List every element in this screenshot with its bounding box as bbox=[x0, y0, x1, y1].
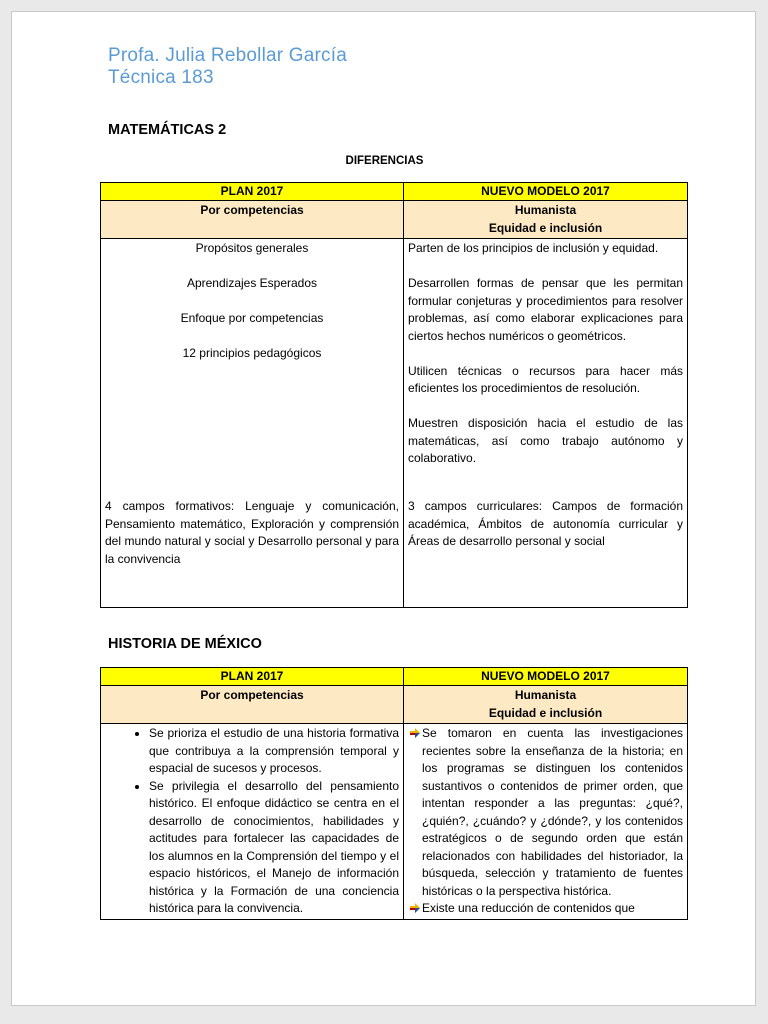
math-col2-sub-line2: Equidad e inclusión bbox=[488, 220, 603, 235]
historia-left-cell bbox=[101, 724, 404, 920]
math-right-campos: 3 campos curriculares: Campos de formación académica, Ámbitos de autonomía curricular y Áreas de desarrollo personal y social bbox=[408, 499, 683, 548]
math-col2-sub bbox=[404, 201, 688, 239]
math-right-paras bbox=[408, 240, 683, 468]
author-heading bbox=[108, 45, 347, 89]
arrow-bullet-icon bbox=[410, 728, 420, 738]
math-left-campos: 4 campos formativos: Lenguaje y comunicación, Pensamiento matemático, Exploración y comprensión del mundo natural y social y Desarrollo personal y para la convivencia bbox=[105, 499, 399, 566]
list-item-text: Existe una reducción de contenidos que bbox=[422, 901, 635, 915]
historia-col2-header: NUEVO MODELO 2017 bbox=[404, 668, 688, 686]
right-para: Muestren disposición hacia el estudio de las matemáticas, así como trabajo autónomo y colaborativo. bbox=[408, 416, 683, 465]
right-para: Desarrollen formas de pensar que les permitan formular conjeturas y procedimientos para resolver problemas, así como elaborar explicaciones para ciertos hechos numéricos o geométricos. bbox=[408, 276, 683, 343]
math-subheader-row bbox=[101, 201, 688, 239]
historia-col2-sub bbox=[404, 686, 688, 724]
math-col1-sub: Por competencias bbox=[101, 201, 404, 239]
historia-col1-sub: Por competencias bbox=[101, 686, 404, 724]
math-col2-sub-line1: Humanista bbox=[514, 203, 577, 217]
historia-section-title: HISTORIA DE MÉXICO bbox=[108, 636, 262, 652]
historia-col2-sub-line1: Humanista bbox=[514, 688, 577, 702]
historia-col1-header: PLAN 2017 bbox=[101, 668, 404, 686]
math-col2-header: NUEVO MODELO 2017 bbox=[404, 183, 688, 201]
math-content-row bbox=[101, 239, 688, 608]
historia-col2-sub-line2: Equidad e inclusión bbox=[488, 705, 603, 720]
list-item-text: Se tomaron en cuenta las investigaciones recientes sobre la enseñanza de la historia; en los programas se distinguen los contenidos sustantivos o contenidos de primer orden, que intentan responder a las preguntas: ¿qué?, ¿quién?, ¿cuándo? y ¿dónde?, y los contenidos estratégicos o de segundo orden que están relacionados con habilidades del historiador, la búsqueda, selección y tratamiento de fuentes históricas o la perspectiva histórica. bbox=[422, 726, 683, 898]
document-page bbox=[11, 11, 756, 1006]
right-para: Parten de los principios de inclusión y equidad. bbox=[408, 241, 659, 255]
math-right-cell bbox=[404, 239, 688, 608]
historia-right-cell bbox=[404, 724, 688, 920]
historia-right-list bbox=[408, 725, 683, 918]
historia-comparison-table bbox=[100, 667, 688, 920]
list-item: • Se privilegia el desarrollo del pensamiento histórico. El enfoque didáctico se centra en el desarrollo de conocimientos, habilidades y actitudes para fortalecer las capacidades de los alumnos en la Comprensión del tiempo y el espacio históricos, el Manejo de información histórica y la Formación de una conciencia histórica para la convivencia. bbox=[149, 778, 399, 918]
list-item bbox=[422, 900, 683, 918]
historia-subheader-row bbox=[101, 686, 688, 724]
math-header-row bbox=[101, 183, 688, 201]
list-item: • Se prioriza el estudio de una historia formativa que contribuya a la comprensión temporal y espacial de sucesos y procesos. bbox=[149, 725, 399, 778]
math-left-items bbox=[105, 240, 399, 363]
left-item: 12 principios pedagógicos bbox=[182, 346, 322, 360]
historia-header-row bbox=[101, 668, 688, 686]
author-name: Profa. Julia Rebollar García bbox=[108, 45, 347, 66]
differences-label: DIFERENCIAS bbox=[345, 155, 424, 167]
historia-content-row bbox=[101, 724, 688, 920]
math-section-title: MATEMÁTICAS 2 bbox=[108, 122, 227, 138]
school-name: Técnica 183 bbox=[108, 67, 214, 88]
left-item: Aprendizajes Esperados bbox=[186, 276, 318, 290]
math-left-cell bbox=[101, 239, 404, 608]
right-para: Utilicen técnicas o recursos para hacer más eficientes los procedimientos de resolución. bbox=[408, 363, 683, 395]
arrow-bullet-icon bbox=[410, 903, 420, 913]
left-item: Enfoque por competencias bbox=[180, 311, 324, 325]
historia-left-list bbox=[105, 725, 399, 918]
list-item bbox=[422, 725, 683, 900]
math-col1-header: PLAN 2017 bbox=[101, 183, 404, 201]
left-item: Propósitos generales bbox=[195, 241, 309, 255]
math-comparison-table bbox=[100, 182, 688, 608]
